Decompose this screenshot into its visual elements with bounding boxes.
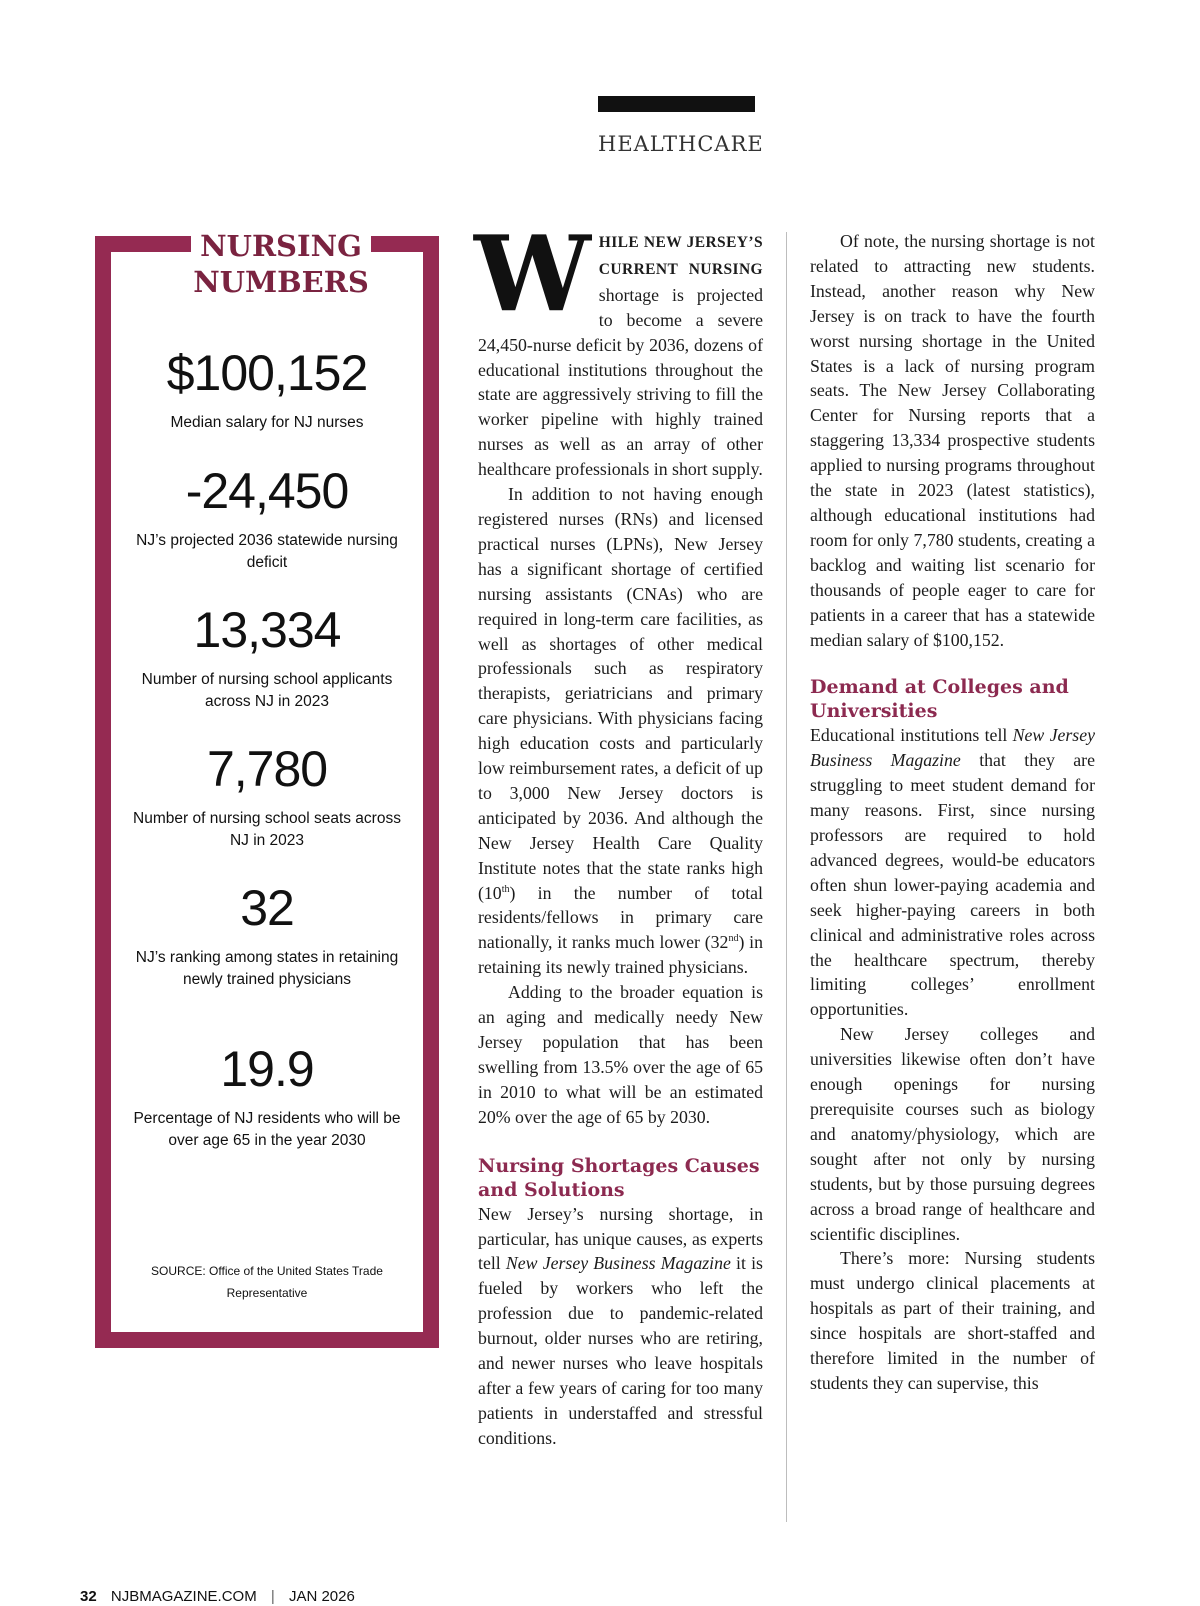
article-paragraph-3: Adding to the broader equation is an aging and medically needy New Jersey population that has been swelling from 13.5% over the age of 65 in 2010 to what will be an estimated 20% over the age of 65 by 2030. (478, 982, 763, 1127)
superscript: nd (728, 933, 739, 945)
stat-value: 13,334 (193, 602, 341, 658)
sidebar-title-line-2: NUMBERS (193, 265, 369, 299)
footer-issue: JAN 2026 (288, 1588, 355, 1605)
stat-nursing-deficit (111, 462, 423, 574)
nursing-numbers-sidebar (95, 229, 439, 1348)
sidebar-source: SOURCE: Office of the United States Trade Representative (151, 1264, 383, 1300)
lead-in-caps: HILE NEW JERSEY’S CURRENT NURSING (598, 234, 763, 278)
stat-value: 19.9 (220, 1041, 314, 1097)
article-paragraph-4 (478, 1202, 763, 1451)
paragraph-text: that they are struggling to meet student demand for many reasons. First, since nursing professors are required to hold advanced degrees, would-be educators often shun lower-paying academia and seek higher-paying careers in both clinical and administrative roles across the healthcare spectrum, thereby limiting colleges’ enrollment opportunities. (810, 750, 1095, 1020)
article-paragraph-2 (478, 482, 763, 980)
stat-applicants (111, 601, 423, 713)
stat-median-salary (111, 344, 423, 434)
article-column-1 (474, 212, 763, 1451)
stat-label: Number of nursing school seats across NJ in 2023 (133, 810, 401, 849)
column-divider (786, 232, 787, 1522)
stat-label: Percentage of NJ residents who will be over age 65 in the year 2030 (133, 1110, 401, 1149)
article-paragraph-7: New Jersey colleges and universities likewise often don’t have enough openings for nursing prerequisite courses such as biology and anatomy/physiology, which are sought after not only by nursing students, but by those pursuing degrees across a broad range of healthcare and scientific disciplines. (810, 1024, 1095, 1244)
article-paragraph-1 (474, 212, 763, 482)
stat-over-65 (111, 1040, 423, 1152)
stat-value: 32 (240, 880, 294, 936)
paragraph-text: shortage is projected to become a severe 24,450-nurse deficit by 2036, dozens of educational institutions throughout the state are aggressively striving to fill the worker pipeline with highly trained nurses as well as an array of other healthcare professionals in short supply. (478, 284, 763, 480)
footer-separator: | (270, 1588, 275, 1605)
subhead-colleges-universities: Demand at Colleges and Universities (810, 676, 1069, 723)
page-number: 32 (80, 1588, 97, 1605)
section-bar (598, 96, 755, 112)
paragraph-text: ) in the number of total residents/fellows in primary care nationally, it ranks much lower (32 (478, 882, 763, 953)
article-paragraph-5: Of note, the nursing shortage is not related to attracting new students. Instead, another reason why New Jersey is on track to have the fourth worst nursing shortage in the United States is a lack of nursing program seats. The New Jersey Collaborating Center for Nursing reports that a staggering 13,334 prospective students applied to nursing programs throughout the state in 2023 (latest statistics), although educational institutions had room for only 7,780 students, creating a backlog and waiting list scenario for thousands of people eager to care for patients in a career that has a statewide median salary of $100,152. (810, 231, 1095, 650)
spacer (478, 1130, 763, 1154)
stat-value: 7,780 (206, 741, 328, 797)
sidebar-title-line-1: NURSING (200, 229, 362, 263)
paragraph-text: it is fueled by workers who left the profession due to pandemic-related burnout, older nurses who are retiring, and newer nurses who leave hospitals after a few years of caring for too many patients in understaffed and stressful conditions. (478, 1253, 763, 1448)
paragraph-text: Educational institutions tell (810, 725, 1013, 746)
stat-label: NJ’s projected 2036 statewide nursing deficit (136, 532, 398, 571)
publication-name: New Jersey Business Magazine (505, 1253, 731, 1274)
stat-label: Number of nursing school applicants across NJ in 2023 (141, 671, 393, 710)
section-label: HEALTHCARE (598, 132, 764, 156)
article-paragraph-8: There’s more: Nursing students must undergo clinical placements at hospitals as part of their training, and since hospitals are short-staffed and therefore limited in the number of students they can supervise, this (810, 1248, 1095, 1393)
page-footer (80, 1588, 355, 1605)
article-paragraph-6 (810, 723, 1095, 1022)
drop-cap: W (474, 212, 591, 335)
paragraph-text: In addition to not having enough registered nurses (RNs) and licensed practical nurses (LPNs), New Jersey has a significant shortage of certified nursing assistants (CNAs) who are required in long-term care facilities, as well as shortages of other medical professionals such as respiratory therapists, geriatricians and primary care physicians. With physicians facing high education costs and particularly low reimbursement rates, a deficit of up to 3,000 New Jersey doctors is anticipated by 2036. And although the New Jersey Health Care Quality Institute notes that the state ranks high (10 (478, 484, 763, 903)
article-column-2 (810, 229, 1095, 1396)
stat-label: NJ’s ranking among states in retaining newly trained physicians (135, 949, 399, 988)
stat-value: $100,152 (166, 345, 368, 401)
paragraph-text: New Jersey’s nursing shortage, in particular, has unique causes, as experts tell (478, 1203, 763, 1274)
stat-school-seats (111, 740, 423, 852)
paragraph-text: ) in retaining its newly trained physicians. (478, 932, 763, 978)
superscript: th (501, 883, 510, 895)
subhead-causes-solutions: Nursing Shortages Causes and Solutions (478, 1154, 760, 1201)
stat-physician-ranking (111, 879, 423, 991)
sidebar-title (191, 228, 371, 300)
footer-site: NJBMAGAZINE.COM (110, 1588, 257, 1605)
stat-value: -24,450 (185, 463, 349, 519)
stat-label: Median salary for NJ nurses (170, 414, 364, 431)
publication-name: New Jersey Business Magazine (810, 725, 1096, 771)
